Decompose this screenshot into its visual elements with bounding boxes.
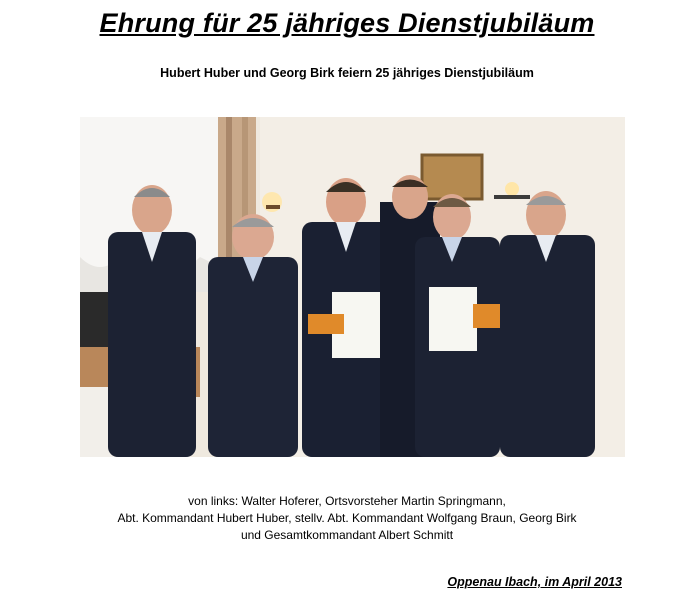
gift-1 xyxy=(308,314,344,334)
caption-line-2: Abt. Kommandant Hubert Huber, stellv. Abt. Kommandant Wolfgang Braun, Georg Birk xyxy=(117,511,577,525)
caption-line-3: und Gesamtkommandant Albert Schmitt xyxy=(240,528,454,542)
photo-wall-lamp-right xyxy=(505,182,519,196)
location-date: Oppenau Ibach, im April 2013 xyxy=(447,575,622,589)
caption-line-1: von links: Walter Hoferer, Ortsvorsteher Martin Springmann, xyxy=(188,494,506,508)
photo-wall-plaque xyxy=(422,155,482,199)
certificate-2 xyxy=(429,287,477,351)
document-title: Ehrung für 25 jähriges Dienstjubiläum xyxy=(99,8,595,38)
document-subtitle: Hubert Huber und Georg Birk feiern 25 jähriges Dienstjubiläum xyxy=(160,66,534,80)
gift-2 xyxy=(473,304,503,328)
group-photo xyxy=(80,117,625,457)
photo-caption xyxy=(0,493,694,544)
